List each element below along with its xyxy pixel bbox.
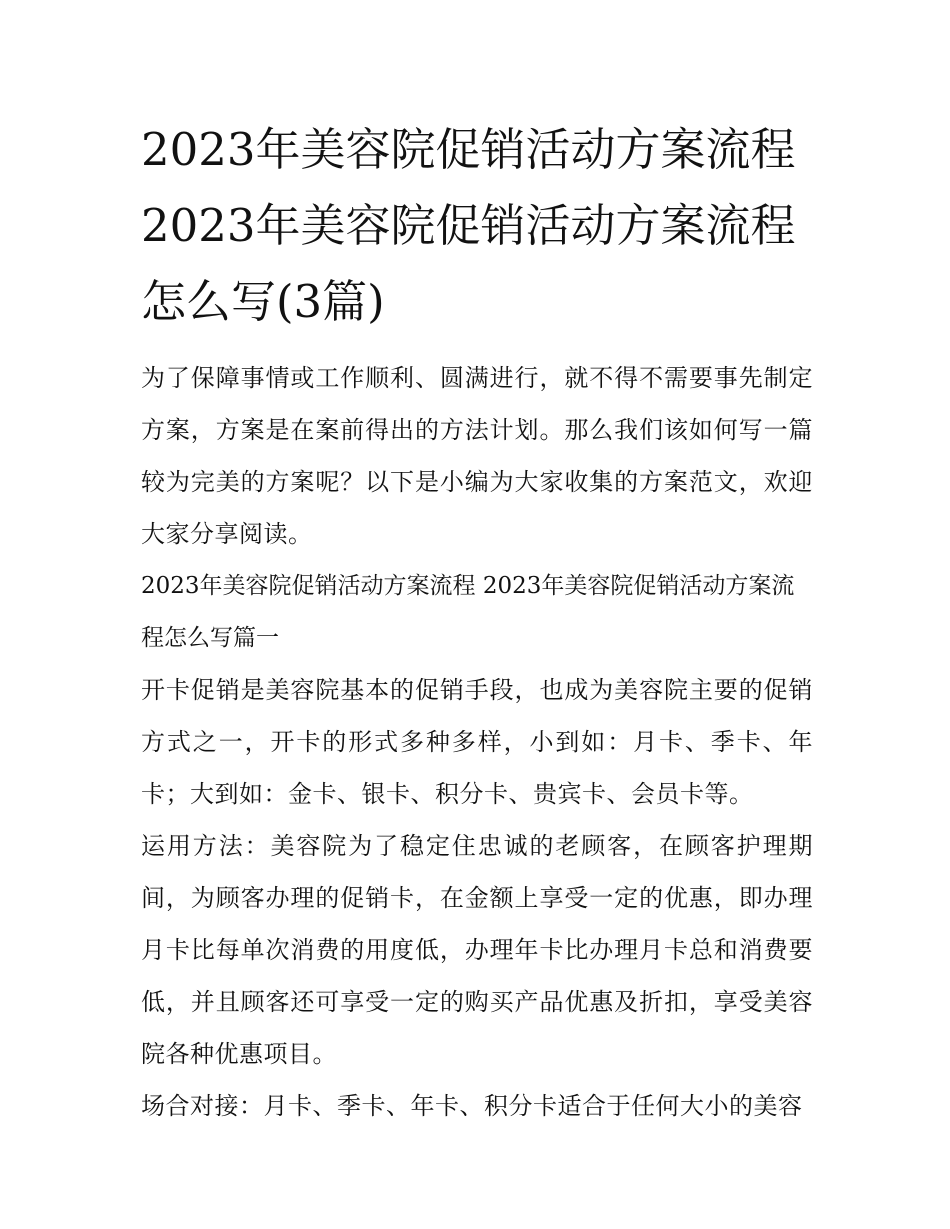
document-body [141,352,813,1132]
body-paragraph: 场合对接：月卡、季卡、年卡、积分卡适合于任何大小的美容 [141,1092,803,1120]
intro-paragraph: 为了保障事情或工作顺利、圆满进行，就不得不需要事先制定方案，方案是在案前得出的方法计划。那么我们该如何写一篇较为完美的方案呢？以下是小编为大家收集的方案范文，欢迎大家分享阅读。 [141,364,813,548]
body-paragraph: 开卡促销是美容院基本的促销手段，也成为美容院主要的促销方式之一，开卡的形式多种多样，小到如：月卡、季卡、年卡；大到如：金卡、银卡、积分卡、贵宾卡、会员卡等。 [141,676,813,808]
section-heading: 2023年美容院促销活动方案流程 2023年美容院促销活动方案流程怎么写篇一 [141,573,795,651]
body-paragraph: 运用方法：美容院为了稳定住忠诚的老顾客，在顾客护理期间，为顾客办理的促销卡，在金额上享受一定的优惠，即办理月卡比每单次消费的用度低，办理年卡比办理月卡总和消费要低，并且顾客还可享受一定的购买产品优惠及折扣，享受美容院各种优惠项目。 [141,832,813,1068]
document-title: 2023年美容院促销活动方案流程 2023年美容院促销活动方案流程怎么写(3篇) [141,123,796,328]
